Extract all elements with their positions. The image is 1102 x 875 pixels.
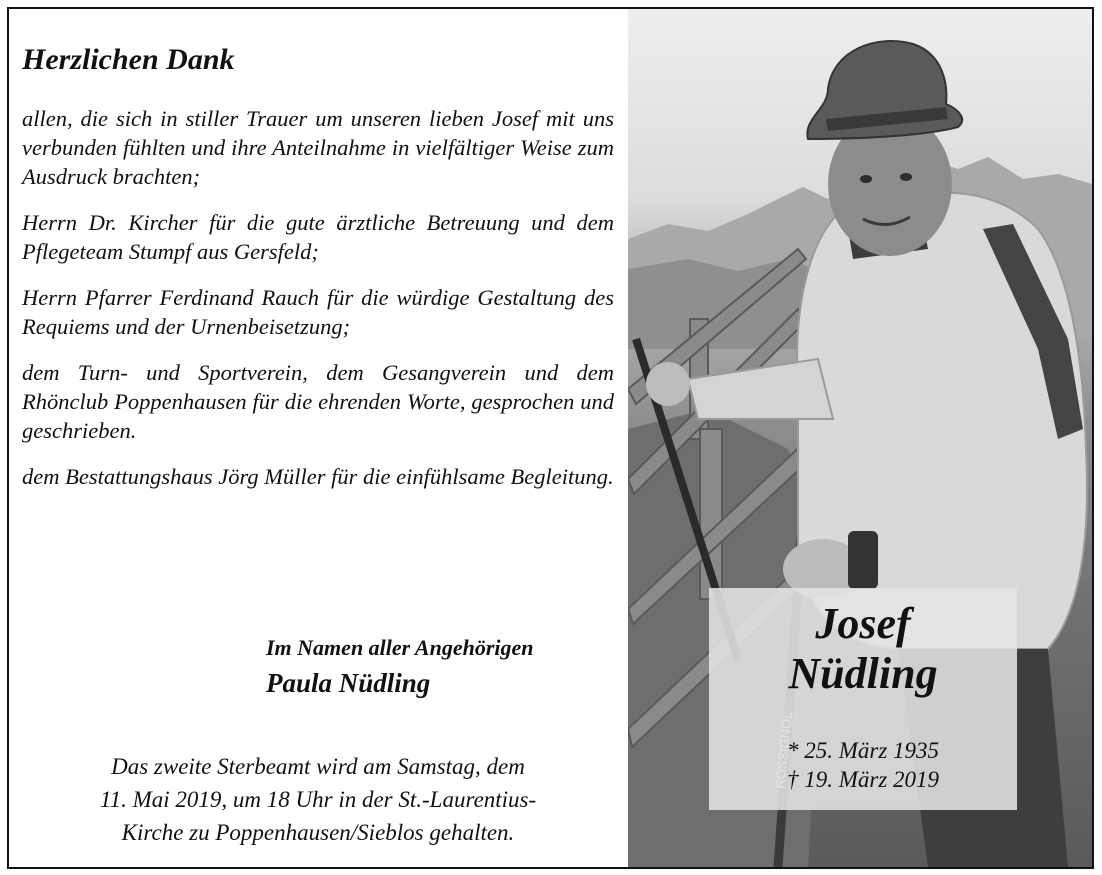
- wristwatch: [848, 531, 878, 589]
- notice-line-2: 11. Mai 2019, um 18 Uhr in der St.-Laurentius-: [99, 787, 537, 812]
- thanks-paragraph-1: allen, die sich in stiller Trauer um unseren lieben Josef mit uns verbunden fühlten und ihre Anteilnahme in vielfältiger Weise zum Ausdruck brachten;: [22, 106, 614, 189]
- signature-on-behalf: Im Namen aller Angehörigen: [266, 635, 534, 660]
- notice-line-3: Kirche zu Poppenhausen/Sieblos gehalten.: [121, 820, 515, 845]
- thanks-paragraph-2: Herrn Dr. Kircher für die gute ärztliche Betreuung und dem Pflegeteam Stumpf aus Gersfeld;: [22, 210, 614, 264]
- eye-left: [860, 175, 872, 183]
- memorial-mass-notice: [22, 750, 614, 849]
- deceased-first-name: Josef: [815, 599, 911, 648]
- signature-block: [266, 633, 626, 701]
- left-hand: [646, 362, 690, 406]
- notice-line-1: Das zweite Sterbeamt wird am Samstag, dem: [111, 754, 525, 779]
- signature-name: Paula Nüdling: [266, 668, 431, 698]
- birth-date: * 25. März 1935: [786, 738, 940, 763]
- thanks-text-column: [22, 40, 614, 508]
- eye-right: [900, 173, 912, 181]
- thanks-paragraph-5: dem Bestattungshaus Jörg Müller für die einfühlsame Begleitung.: [22, 464, 614, 489]
- thanks-paragraph-3: Herrn Pfarrer Ferdinand Rauch für die würdige Gestaltung des Requiems und der Urnenbeisetzung;: [22, 285, 614, 339]
- left-arm: [688, 359, 833, 419]
- deceased-last-name: Nüdling: [788, 649, 938, 698]
- heading: Herzlichen Dank: [22, 43, 235, 76]
- death-date: † 19. März 2019: [786, 767, 940, 792]
- thanks-paragraph-4: dem Turn- und Sportverein, dem Gesangverein und dem Rhönclub Poppenhausen für die ehrenden Worte, gesprochen und geschrieben.: [22, 360, 614, 443]
- deceased-name-box: [709, 588, 1017, 810]
